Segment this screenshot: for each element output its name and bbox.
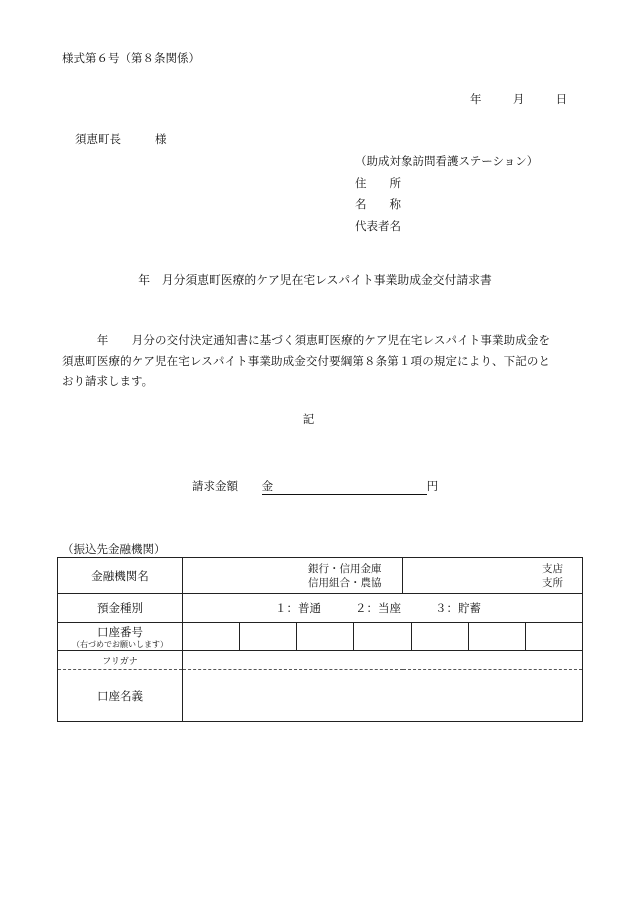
institution-label: 金融機関名	[58, 558, 183, 594]
account-number-label-cell	[58, 623, 183, 651]
account-name-label: 口座名義	[58, 670, 183, 722]
account-digit-box[interactable]	[525, 623, 582, 650]
document-title: 年 月分須恵町医療的ケア児在宅レスパイト事業助成金交付請求書	[138, 273, 492, 287]
account-digit-box[interactable]	[468, 623, 525, 650]
account-digit-box[interactable]	[353, 623, 410, 650]
furigana-label: フリガナ	[58, 651, 183, 670]
applicant-caption: （助成対象訪問看護ステーション）	[355, 154, 539, 168]
addressee-name: 須恵町長	[75, 132, 121, 146]
furigana-field[interactable]	[183, 651, 583, 670]
addressee-honorific: 様	[155, 132, 167, 146]
account-number-label: 口座番号	[97, 624, 143, 639]
bank-kinds	[308, 562, 382, 590]
bank-table	[57, 557, 583, 722]
body-paragraph	[62, 330, 550, 392]
amount-label: 請求金額	[192, 479, 238, 493]
deposit-type-3[interactable]: ３：貯蓄	[435, 601, 481, 615]
account-digit-box[interactable]	[239, 623, 296, 650]
form-number: 様式第６号（第８条関係）	[62, 51, 200, 65]
deposit-type-label: 預金種別	[58, 594, 183, 623]
date-month: 月	[512, 92, 525, 106]
representative-label: 代表者名	[355, 218, 401, 233]
account-digit-box[interactable]	[411, 623, 468, 650]
account-digit-box[interactable]	[296, 623, 353, 650]
institution-name-cell[interactable]	[183, 558, 403, 594]
branch-line2: 支所	[542, 577, 563, 589]
account-digit-box[interactable]	[183, 623, 239, 650]
account-number-note: （右づめでお願いします）	[72, 639, 168, 649]
date-day: 日	[555, 92, 568, 106]
amount-suffix: 円	[426, 479, 439, 493]
bank-kinds-line1: 銀行・信用金庫	[308, 563, 382, 575]
applicant-block	[355, 151, 538, 237]
branch-line1: 支店	[542, 563, 563, 575]
branch-kinds	[542, 562, 563, 590]
body-paragraph-text: 年 月分の交付決定通知書に基づく須恵町医療的ケア児在宅レスパイト事業助成金を須恵町医療的ケア児在宅レスパイト事業助成金交付要綱第８条第１項の規定により、下記のとおり請求します。	[62, 333, 550, 388]
date-year: 年	[470, 92, 482, 106]
date-line	[470, 91, 567, 107]
bank-kinds-line2: 信用組合・農協	[308, 577, 382, 589]
deposit-types[interactable]	[183, 594, 583, 623]
addressee	[75, 131, 167, 147]
amount-line	[192, 478, 438, 495]
account-name-field[interactable]	[183, 670, 583, 722]
amount-prefix: 金	[261, 479, 274, 493]
account-number-boxes	[183, 623, 583, 651]
deposit-type-2[interactable]: ２：当座	[355, 601, 401, 615]
address-label: 住 所	[355, 175, 401, 190]
branch-cell[interactable]	[403, 558, 583, 594]
body-indent	[62, 333, 97, 347]
ki-heading: 記	[302, 412, 315, 426]
amount-field[interactable]	[262, 478, 427, 495]
deposit-type-1[interactable]: １：普通	[275, 601, 321, 615]
name-label: 名 称	[355, 197, 401, 211]
bank-caption: （振込先金融機関）	[62, 542, 166, 556]
